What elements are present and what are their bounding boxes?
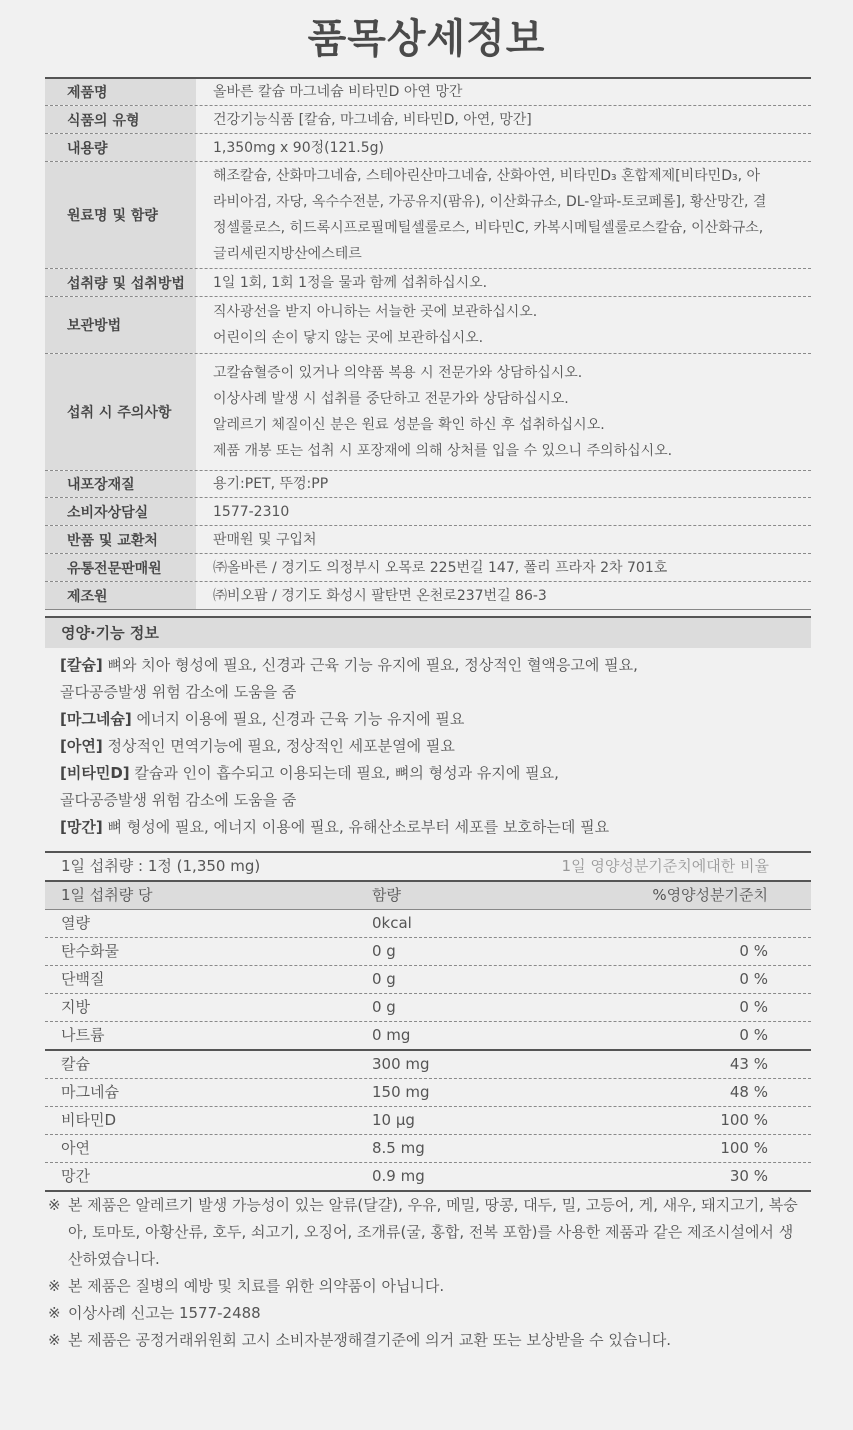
nutrient-percent: 0 % — [739, 942, 768, 960]
info-label: 원료명 및 함량 — [45, 162, 196, 268]
nutrient-tag: [비타민D] — [60, 764, 130, 782]
info-label: 내용량 — [45, 134, 196, 161]
info-value-line: 올바른 칼슘 마그네슘 비타민D 아연 망간 — [213, 84, 463, 100]
info-value-line: 1577-2310 — [213, 503, 290, 520]
info-label: 제조원 — [45, 582, 196, 609]
nutrition-row — [45, 938, 811, 966]
nutrient-amount: 8.5 mg — [372, 1139, 425, 1157]
nutrient-name: 비타민D — [61, 1111, 117, 1129]
nutrition-header-row — [45, 882, 811, 910]
nutrition-row — [45, 1079, 811, 1107]
info-value-line: 직사광선을 받지 아니하는 서늘한 곳에 보관하십시오. — [213, 304, 538, 320]
info-value — [196, 471, 811, 497]
function-line — [60, 787, 820, 814]
ratio-note: 1일 영양성분기준치에대한 비율 — [561, 857, 769, 875]
info-value-line: 1일 1회, 1회 1정을 물과 함께 섭취하십시오. — [213, 274, 488, 291]
info-value-line: 정셀룰로스, 히드록시프로필메틸셀룰로스, 비타민C, 카복시메틸셀룰로스칼슘, 이산화규소, — [213, 220, 764, 236]
note-line: 본 제품은 알레르기 발생 가능성이 있는 알류(달걀), 우유, 메밀, 땅콩, 대두, 밀, 고등어, 게, 새우, 돼지고기, 복숭 — [68, 1196, 798, 1214]
info-row — [45, 354, 811, 471]
nutrient-amount: 150 mg — [372, 1083, 430, 1101]
note-item — [48, 1192, 813, 1273]
info-row — [45, 582, 811, 610]
info-value — [196, 106, 811, 133]
info-row — [45, 526, 811, 554]
function-text: 뼈와 치아 형성에 필요, 신경과 근육 기능 유지에 필요, 정상적인 혈액응고에 필요, — [102, 656, 638, 674]
info-row — [45, 134, 811, 162]
header-percent: %영양성분기준치 — [652, 886, 768, 904]
nutrient-amount: 10 μg — [372, 1111, 415, 1129]
nutrient-name: 아연 — [61, 1139, 90, 1157]
nutrient-amount: 0 g — [372, 970, 396, 988]
function-line — [60, 706, 820, 733]
info-value-line: ㈜올바른 / 경기도 의정부시 오목로 225번길 147, 폴리 프라자 2차 701호 — [213, 559, 668, 576]
nutrition-table — [45, 851, 811, 1192]
info-label: 소비자상담실 — [45, 498, 196, 525]
nutrition-row — [45, 994, 811, 1022]
nutrition-row — [45, 910, 811, 938]
function-text: 칼슘과 인이 흡수되고 이용되는데 필요, 뼈의 형성과 유지에 필요, — [129, 764, 559, 782]
note-text — [68, 1273, 813, 1300]
nutrient-tag: [칼슘] — [60, 656, 103, 674]
nutrient-amount: 0 g — [372, 998, 396, 1016]
function-text: 정상적인 면역기능에 필요, 정상적인 세포분열에 필요 — [102, 737, 455, 755]
note-mark: ※ — [48, 1304, 61, 1322]
nutrient-name: 망간 — [61, 1167, 90, 1185]
page-title: 품목상세정보 — [307, 16, 546, 62]
info-value — [196, 162, 811, 268]
info-value-line: 해조칼슘, 산화마그네슘, 스테아린산마그네슘, 산화아연, 비타민D₃ 혼합제제[비타민D₃, 아 — [213, 168, 761, 184]
info-label: 유통전문판매원 — [45, 554, 196, 581]
note-line: 아, 토마토, 아황산류, 호두, 쇠고기, 오징어, 조개류(굴, 홍합, 전복 포함)를 사용한 제품과 같은 제조시설에서 생 — [68, 1223, 794, 1241]
info-label: 내포장재질 — [45, 471, 196, 497]
info-label: 식품의 유형 — [45, 106, 196, 133]
info-row — [45, 106, 811, 134]
info-label: 제품명 — [45, 79, 196, 105]
info-label: 보관방법 — [45, 297, 196, 353]
note-mark: ※ — [48, 1277, 61, 1295]
info-value-line: 용기:PET, 뚜껑:PP — [213, 476, 329, 492]
header-per-serving: 1일 섭취량 당 — [61, 886, 153, 904]
function-info-list — [60, 652, 820, 841]
note-item — [48, 1327, 813, 1354]
info-value-line: 어린이의 손이 닿지 않는 곳에 보관하십시오. — [213, 330, 484, 346]
note-mark: ※ — [48, 1196, 61, 1214]
product-info-table — [45, 77, 811, 610]
info-value — [196, 498, 811, 525]
function-text: 에너지 이용에 필요, 신경과 근육 기능 유지에 필요 — [131, 710, 465, 728]
note-line: 이상사례 신고는 1577-2488 — [68, 1304, 261, 1322]
nutrition-serving-row — [45, 853, 811, 882]
nutrient-name: 나트륨 — [61, 1026, 105, 1044]
function-line — [60, 652, 820, 679]
serving-size: 1일 섭취량 : 1정 (1,350 mg) — [61, 857, 261, 875]
nutrient-percent: 100 % — [720, 1139, 768, 1157]
info-value — [196, 554, 811, 581]
nutrient-percent: 0 % — [739, 970, 768, 988]
info-value-line: 이상사례 발생 시 섭취를 중단하고 전문가와 상담하십시오. — [213, 391, 569, 407]
info-value-line: 건강기능식품 [칼슘, 마그네슘, 비타민D, 아연, 망간] — [213, 111, 532, 128]
nutrient-percent: 48 % — [729, 1083, 768, 1101]
nutrient-percent: 0 % — [739, 998, 768, 1016]
function-text: 골다공증발생 위험 감소에 도움을 줌 — [60, 791, 297, 809]
note-item — [48, 1273, 813, 1300]
info-value — [196, 582, 811, 609]
info-row — [45, 297, 811, 354]
info-row — [45, 269, 811, 297]
nutrient-percent: 100 % — [720, 1111, 768, 1129]
info-value-line: 라비아검, 자당, 옥수수전분, 가공유지(팜유), 이산화규소, DL-알파-토코페롤], 황산망간, 결 — [213, 194, 767, 210]
note-line: 본 제품은 질병의 예방 및 치료를 위한 의약품이 아닙니다. — [68, 1277, 445, 1295]
function-line — [60, 814, 820, 841]
nutrient-amount: 300 mg — [372, 1055, 430, 1073]
header-amount: 함량 — [372, 886, 401, 904]
note-text — [68, 1192, 813, 1273]
info-value-line: ㈜비오팜 / 경기도 화성시 팔탄면 온천로237번길 86-3 — [213, 587, 547, 604]
nutrition-row — [45, 1135, 811, 1163]
nutrient-amount: 0 g — [372, 942, 396, 960]
info-value-line: 판매원 및 구입처 — [213, 531, 317, 548]
info-value — [196, 79, 811, 105]
nutrient-name: 칼슘 — [61, 1055, 90, 1073]
function-text: 뼈 형성에 필요, 에너지 이용에 필요, 유해산소로부터 세포를 보호하는데 필요 — [102, 818, 610, 836]
info-value-line: 고칼슘혈증이 있거나 의약품 복용 시 전문가와 상담하십시오. — [213, 365, 583, 381]
function-text: 골다공증발생 위험 감소에 도움을 줌 — [60, 683, 297, 701]
nutrient-tag: [아연] — [60, 737, 103, 755]
nutrition-row — [45, 1051, 811, 1079]
notes-list — [48, 1192, 813, 1354]
nutrient-percent: 0 % — [739, 1026, 768, 1044]
note-line: 본 제품은 공정거래위원회 고시 소비자분쟁해결기준에 의거 교환 또는 보상받을 수 있습니다. — [68, 1331, 672, 1349]
nutrient-percent: 30 % — [729, 1167, 768, 1185]
info-value-line: 1,350mg x 90정(121.5g) — [213, 139, 385, 156]
info-value-line: 제품 개봉 또는 섭취 시 포장재에 의해 상처를 입을 수 있으니 주의하십시오. — [213, 443, 673, 459]
nutrient-name: 단백질 — [61, 970, 105, 988]
function-line — [60, 760, 820, 787]
function-line — [60, 679, 820, 706]
info-row — [45, 162, 811, 269]
info-value — [196, 269, 811, 296]
nutrient-percent — [632, 910, 811, 937]
nutrient-percent: 43 % — [729, 1055, 768, 1073]
nutrient-name: 열량 — [61, 914, 90, 932]
nutrient-amount: 0 mg — [372, 1026, 411, 1044]
info-value-line: 알레르기 체질이신 분은 원료 성분을 확인 하신 후 섭취하십시오. — [213, 417, 605, 433]
nutrition-row — [45, 1022, 811, 1051]
info-row — [45, 498, 811, 526]
function-line — [60, 733, 820, 760]
nutrient-tag: [망간] — [60, 818, 103, 836]
info-label: 반품 및 교환처 — [45, 526, 196, 553]
note-item — [48, 1300, 813, 1327]
info-row — [45, 471, 811, 498]
info-label: 섭취 시 주의사항 — [45, 354, 196, 470]
note-line: 산하였습니다. — [68, 1250, 160, 1268]
nutrient-name: 탄수화물 — [61, 942, 119, 960]
nutrient-name: 지방 — [61, 998, 90, 1016]
nutrition-row — [45, 1163, 811, 1192]
info-value — [196, 526, 811, 553]
info-value — [196, 354, 811, 470]
nutrient-amount: 0.9 mg — [372, 1167, 425, 1185]
info-row — [45, 554, 811, 582]
note-text — [68, 1327, 813, 1354]
info-value-line: 글리세린지방산에스테르 — [213, 246, 362, 262]
info-value — [196, 297, 811, 353]
nutrition-row — [45, 966, 811, 994]
info-value — [196, 134, 811, 161]
note-mark: ※ — [48, 1331, 61, 1349]
nutrient-tag: [마그네슘] — [60, 710, 132, 728]
note-text — [68, 1300, 813, 1327]
nutrition-row — [45, 1107, 811, 1135]
nutrient-name: 마그네슘 — [61, 1083, 119, 1101]
function-section-title: 영양·기능 정보 — [45, 616, 811, 648]
nutrient-amount: 0kcal — [372, 914, 412, 932]
info-label: 섭취량 및 섭취방법 — [45, 269, 196, 296]
info-row — [45, 79, 811, 106]
